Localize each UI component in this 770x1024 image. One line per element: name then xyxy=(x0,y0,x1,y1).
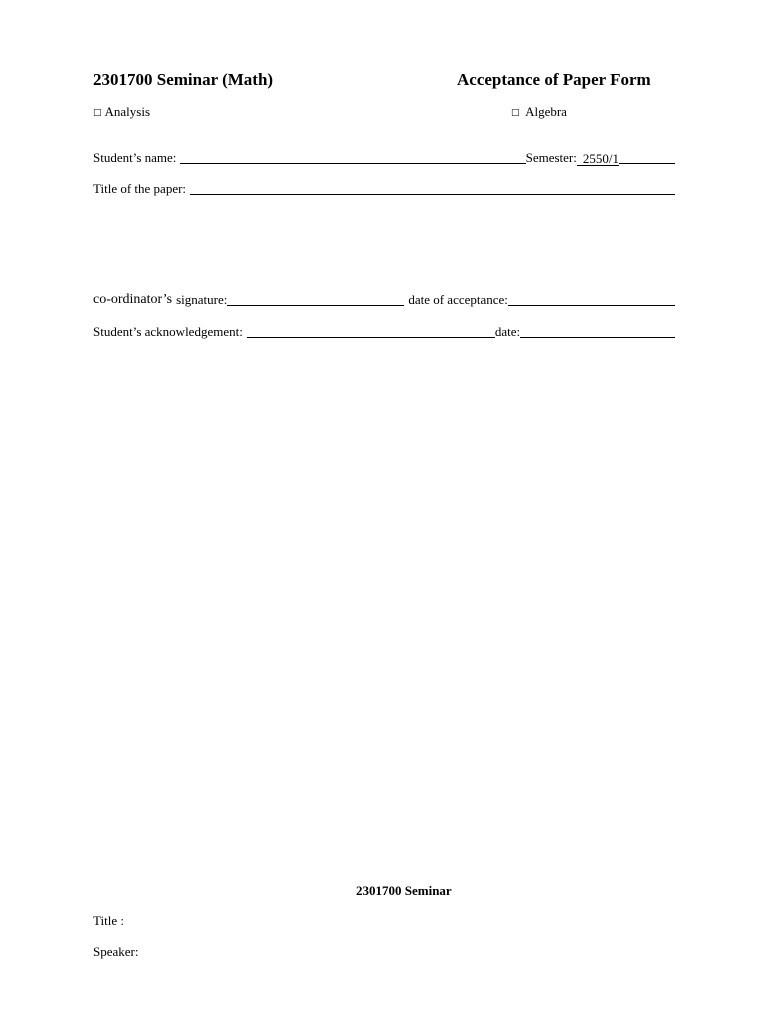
student-name-label: Student’s name: xyxy=(93,150,177,165)
semester-label: Semester: xyxy=(525,150,577,165)
paper-title-field[interactable] xyxy=(190,182,675,195)
checkbox-icon[interactable]: □ xyxy=(511,108,520,118)
acknowledgement-field[interactable] xyxy=(247,325,495,338)
coordinator-label-suffix: signature: xyxy=(176,292,228,307)
speaker-label: Speaker: xyxy=(93,944,139,959)
option-analysis[interactable] xyxy=(93,104,150,120)
option-algebra-label: Algebra xyxy=(525,104,567,119)
seminar-heading: 2301700 Seminar xyxy=(356,883,452,898)
coordinator-signature-field[interactable] xyxy=(227,293,404,306)
student-name-field[interactable] xyxy=(180,151,525,164)
coordinator-row xyxy=(93,292,675,308)
option-analysis-label: Analysis xyxy=(104,104,151,119)
date-label: date: xyxy=(494,324,521,339)
paper-title-row xyxy=(93,181,675,197)
course-title: 2301700 Seminar (Math) xyxy=(93,70,274,89)
semester-value[interactable]: 2550/1 xyxy=(577,152,619,166)
date-acceptance-label: date of acceptance: xyxy=(408,292,508,307)
form-title: Acceptance of Paper Form xyxy=(457,70,651,89)
paper-title-label: Title of the paper: xyxy=(93,181,187,196)
semester-field-tail[interactable] xyxy=(619,151,675,164)
date-acceptance-field[interactable] xyxy=(508,293,675,306)
checkbox-icon[interactable]: □ xyxy=(93,108,102,118)
student-name-row xyxy=(93,150,675,166)
acknowledgement-label: Student’s acknowledgement: xyxy=(93,324,243,339)
bottom-title-label: Title : xyxy=(93,913,124,928)
date-field[interactable] xyxy=(520,325,675,338)
coordinator-label-prefix: co-ordinator’s xyxy=(93,292,173,307)
acknowledgement-row xyxy=(93,324,675,340)
option-algebra[interactable] xyxy=(511,104,567,120)
